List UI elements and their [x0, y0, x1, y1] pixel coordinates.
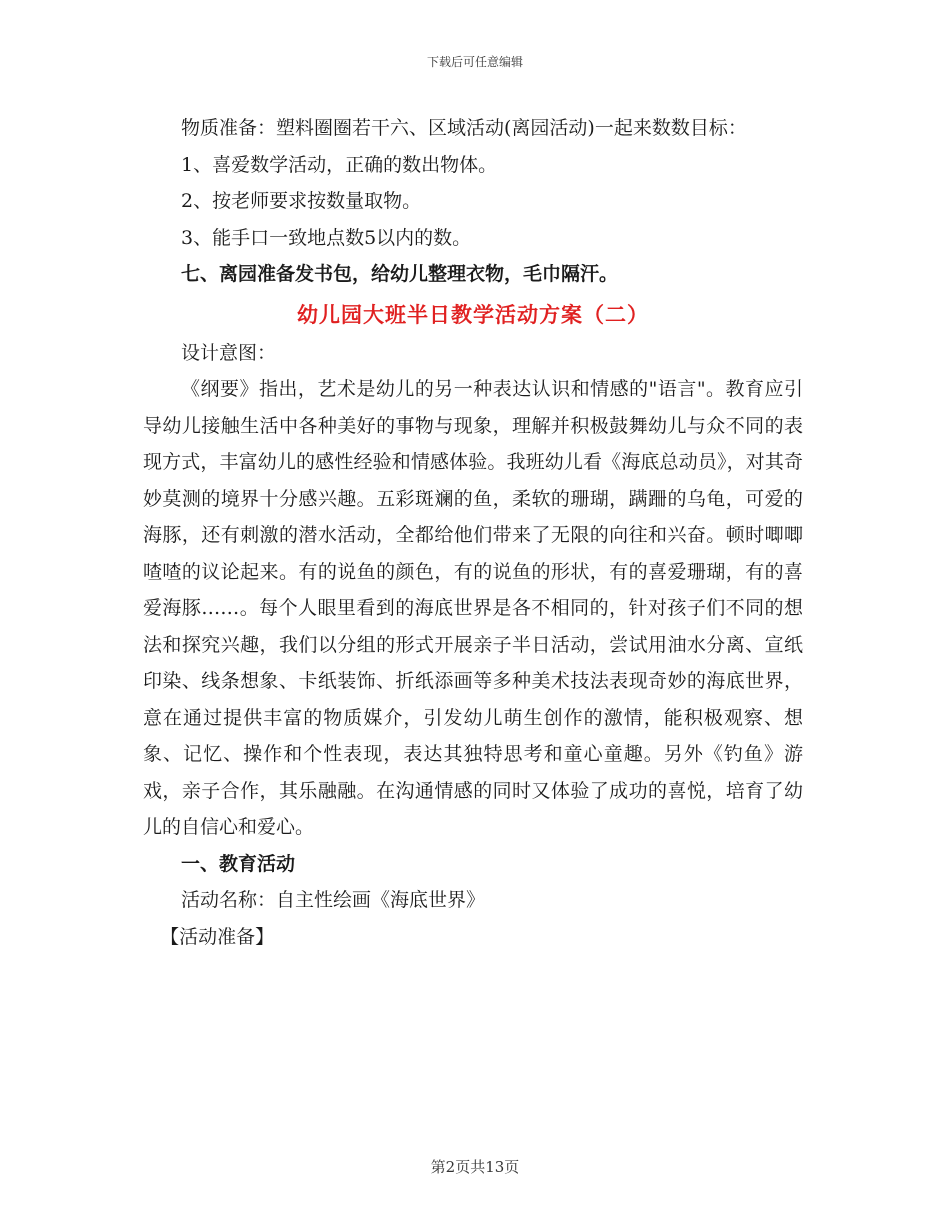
- activity-prep-heading: 【活动准备】: [160, 925, 275, 948]
- goal-item-2: 2、按老师要求按数量取物。: [181, 190, 422, 212]
- material-paragraph: 物质准备：塑料圈圈若干六、区域活动(离园活动)一起来数数目标：: [181, 117, 747, 139]
- goal-item-3: 3、能手口一致地点数5以内的数。: [181, 226, 472, 249]
- section-7-heading: 七、离园准备发书包，给幼儿整理衣物，毛巾隔汗。: [181, 263, 619, 285]
- activity-name: 活动名称：自主性绘画《海底世界》: [181, 889, 486, 911]
- design-intent-label: 设计意图：: [181, 341, 277, 364]
- goal-item-1: 1、喜爱数学活动，正确的数出物体。: [181, 153, 498, 176]
- design-intent-paragraph: 《纲要》指出，艺术是幼儿的另一种表达认识和情感的"语言"。教育应引导幼儿接触生活中各种美好的事物与现象，理解并积极鼓舞幼儿与众不同的表现方式，丰富幼儿的感性经验和情感体验。我班幼儿看《海底总动员》，对其奇妙莫测的境界十分感兴趣。五彩斑斓的鱼，柔软的珊瑚，蹒跚的乌龟，可爱的海豚，还有刺激的潜水活动，全都给他们带来了无限的向往和兴奋。顿时唧唧喳喳的议论起来。有的说鱼的颜色，有的说鱼的形状，有的喜爱珊瑚，有的喜爱海豚……。每个人眼里看到的海底世界是各不相同的，针对孩子们不同的想法和探究兴趣，我们以分组的形式开展亲子半日活动，尝试用油水分离、宣纸印染、线条想象、卡纸装饰、折纸添画等多种美术技法表现奇妙的海底世界，意在通过提供丰富的物质媒介，引发幼儿萌生创作的激情，能积极观察、想象、记忆、操作和个性表现，表达其独特思考和童心童趣。另外《钓鱼》游戏，亲子合作，其乐融融。在沟通情感的同时又体验了成功的喜悦，培育了幼儿的自信心和爱心。: [143, 378, 803, 838]
- section-1-heading: 一、教育活动: [181, 852, 296, 875]
- document-title: 幼儿园大班半日教学活动方案（二）: [297, 301, 649, 327]
- document-body: [143, 110, 803, 955]
- page-number: 第2页共13页: [430, 1158, 520, 1176]
- page-header-note: 下载后可任意编辑: [426, 55, 523, 69]
